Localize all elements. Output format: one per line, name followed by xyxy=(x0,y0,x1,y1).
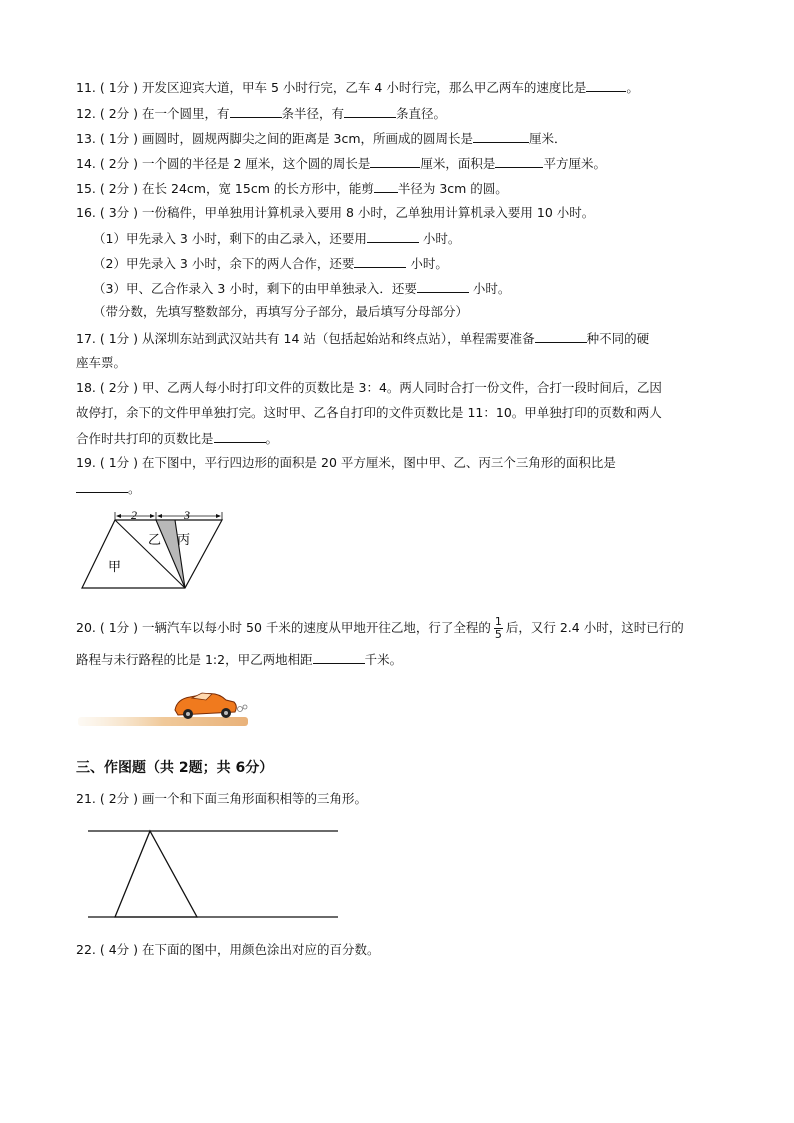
label-yi: 乙 xyxy=(148,533,162,548)
question-18-line-3 xyxy=(76,429,278,448)
question-text: 小时。 xyxy=(472,281,511,296)
answer-blank[interactable] xyxy=(535,329,587,343)
question-number: 12. xyxy=(76,106,96,121)
parallelogram-figure xyxy=(80,503,230,591)
question-16-sub-1 xyxy=(93,229,460,248)
question-number: 19. xyxy=(76,455,96,470)
question-22 xyxy=(76,941,380,959)
question-text: 后，又行 2.4 小时，这时已行的 xyxy=(505,620,684,635)
question-score: ( 1分 ) xyxy=(99,131,139,146)
question-17-line-2 xyxy=(76,354,126,372)
question-16-sub-2 xyxy=(93,254,448,273)
question-20-line-2 xyxy=(76,650,402,669)
question-text: （带分数，先填写整数部分，再填写分子部分，最后填写分母部分） xyxy=(93,304,469,319)
question-text: 。 xyxy=(128,481,141,496)
question-score: ( 1分 ) xyxy=(99,331,139,346)
question-text: （3）甲、乙合作录入 3 小时，剩下的由甲单独录入．还要 xyxy=(93,281,417,296)
label-jia: 甲 xyxy=(108,560,122,575)
question-12 xyxy=(76,104,446,123)
label-bing: 丙 xyxy=(177,533,191,548)
question-text: 平方厘米。 xyxy=(543,156,606,171)
question-number: 22. xyxy=(76,942,96,957)
fraction-numerator: 1 xyxy=(494,615,502,628)
question-21 xyxy=(76,790,367,808)
question-16 xyxy=(76,204,594,222)
question-text: 画一个和下面三角形面积相等的三角形。 xyxy=(142,791,368,806)
question-number: 18. xyxy=(76,380,96,395)
question-text: 。 xyxy=(265,431,279,446)
question-16-note xyxy=(93,303,468,321)
fraction-denominator: 5 xyxy=(494,628,502,641)
question-15 xyxy=(76,179,508,198)
question-text: 小时。 xyxy=(422,231,461,246)
question-text: （2）甲先录入 3 小时，余下的两人合作，还要 xyxy=(93,256,355,271)
question-text: 故停打，余下的文件甲单独打完。这时甲、乙各自打印的文件页数比是 11：10。甲单独打印的页数和两人 xyxy=(76,405,662,420)
question-score: ( 4分 ) xyxy=(99,942,139,957)
question-text: 在长 24cm，宽 15cm 的长方形中，能剪 xyxy=(142,181,374,196)
question-text: 在下图中，平行四边形的面积是 20 平方厘米，图中甲、乙、丙三个三角形的面积比是 xyxy=(142,455,616,470)
question-score: ( 2分 ) xyxy=(99,181,139,196)
question-text: 小时。 xyxy=(410,256,448,271)
answer-blank[interactable] xyxy=(367,229,419,243)
question-text: 厘米． xyxy=(529,131,567,146)
answer-blank[interactable] xyxy=(230,104,282,118)
question-score: ( 1分 ) xyxy=(99,80,139,95)
answer-blank[interactable] xyxy=(473,129,529,143)
answer-blank[interactable] xyxy=(586,78,626,92)
question-19 xyxy=(76,454,616,472)
question-text: 。 xyxy=(626,80,639,95)
answer-blank[interactable] xyxy=(344,104,396,118)
question-16-sub-3 xyxy=(93,279,510,298)
car-icon xyxy=(78,688,250,728)
question-score: ( 1分 ) xyxy=(99,455,139,470)
question-score: ( 2分 ) xyxy=(99,106,139,121)
question-18 xyxy=(76,379,662,397)
question-score: ( 2分 ) xyxy=(99,791,139,806)
answer-blank[interactable] xyxy=(214,429,266,443)
answer-blank[interactable] xyxy=(313,650,365,664)
question-number: 17. xyxy=(76,331,96,346)
question-score: ( 2分 ) xyxy=(99,380,139,395)
question-text: 开发区迎宾大道，甲车 5 小时行完，乙车 4 小时行完，那么甲乙两车的速度比是 xyxy=(142,80,587,95)
question-text: 千米。 xyxy=(364,652,403,667)
question-text: 在一个圆里，有 xyxy=(142,106,230,121)
question-number: 11. xyxy=(76,80,96,95)
fraction-one-fifth xyxy=(494,616,503,641)
question-text: 座车票。 xyxy=(76,355,127,370)
question-score: ( 2分 ) xyxy=(99,156,139,171)
question-18-line-2 xyxy=(76,404,662,422)
question-text: 合作时共打印的页数比是 xyxy=(76,431,214,446)
answer-blank[interactable] xyxy=(374,179,398,193)
question-13 xyxy=(76,129,567,148)
question-score: ( 3分 ) xyxy=(99,205,139,220)
question-text: 从深圳东站到武汉站共有 14 站（包括起始站和终点站），单程需要准备 xyxy=(142,331,535,346)
label-2: 2 xyxy=(131,508,137,522)
question-text: 在下面的图中，用颜色涂出对应的百分数。 xyxy=(142,942,380,957)
question-text: 半径为 3cm 的圆。 xyxy=(397,181,508,196)
question-14 xyxy=(76,154,606,173)
answer-blank[interactable] xyxy=(76,479,128,493)
question-text: 一个圆的半径是 2 厘米，这个圆的周长是 xyxy=(142,156,371,171)
question-number: 14. xyxy=(76,156,96,171)
question-11 xyxy=(76,78,639,97)
question-17 xyxy=(76,329,649,348)
question-text: 路程与未行路程的比是 1:2，甲乙两地相距 xyxy=(76,652,313,667)
question-number: 15. xyxy=(76,181,96,196)
question-19-line-2 xyxy=(76,479,141,498)
label-3: 3 xyxy=(184,508,190,522)
section-title: 三、作图题（共 2题；共 6分） xyxy=(76,760,274,776)
question-text: 种不同的硬 xyxy=(586,331,650,346)
triangle-figure xyxy=(88,826,340,920)
question-text: （1）甲先录入 3 小时，剩下的由乙录入，还要用 xyxy=(93,231,367,246)
answer-blank[interactable] xyxy=(417,279,469,293)
question-20 xyxy=(76,616,684,641)
question-number: 21. xyxy=(76,791,96,806)
question-number: 20. xyxy=(76,620,96,635)
question-number: 16. xyxy=(76,205,96,220)
answer-blank[interactable] xyxy=(354,254,406,268)
question-text: 一辆汽车以每小时 50 千米的速度从甲地开往乙地，行了全程的 xyxy=(142,620,491,635)
question-score: ( 1分 ) xyxy=(99,620,139,635)
question-text: 条半径，有 xyxy=(281,106,345,121)
question-text: 甲、乙两人每小时打印文件的页数比是 3：4。两人同时合打一份文件，合打一段时间后，乙因 xyxy=(142,380,662,395)
question-text: 画圆时，圆规两脚尖之间的距离是 3cm，所画成的圆周长是 xyxy=(142,131,473,146)
answer-blank[interactable] xyxy=(370,154,420,168)
question-text: 厘米，面积是 xyxy=(420,156,496,171)
answer-blank[interactable] xyxy=(495,154,543,168)
question-number: 13. xyxy=(76,131,96,146)
question-text: 条直径。 xyxy=(396,106,447,121)
question-text: 一份稿件，甲单独用计算机录入要用 8 小时，乙单独用计算机录入要用 10 小时。 xyxy=(142,205,595,220)
